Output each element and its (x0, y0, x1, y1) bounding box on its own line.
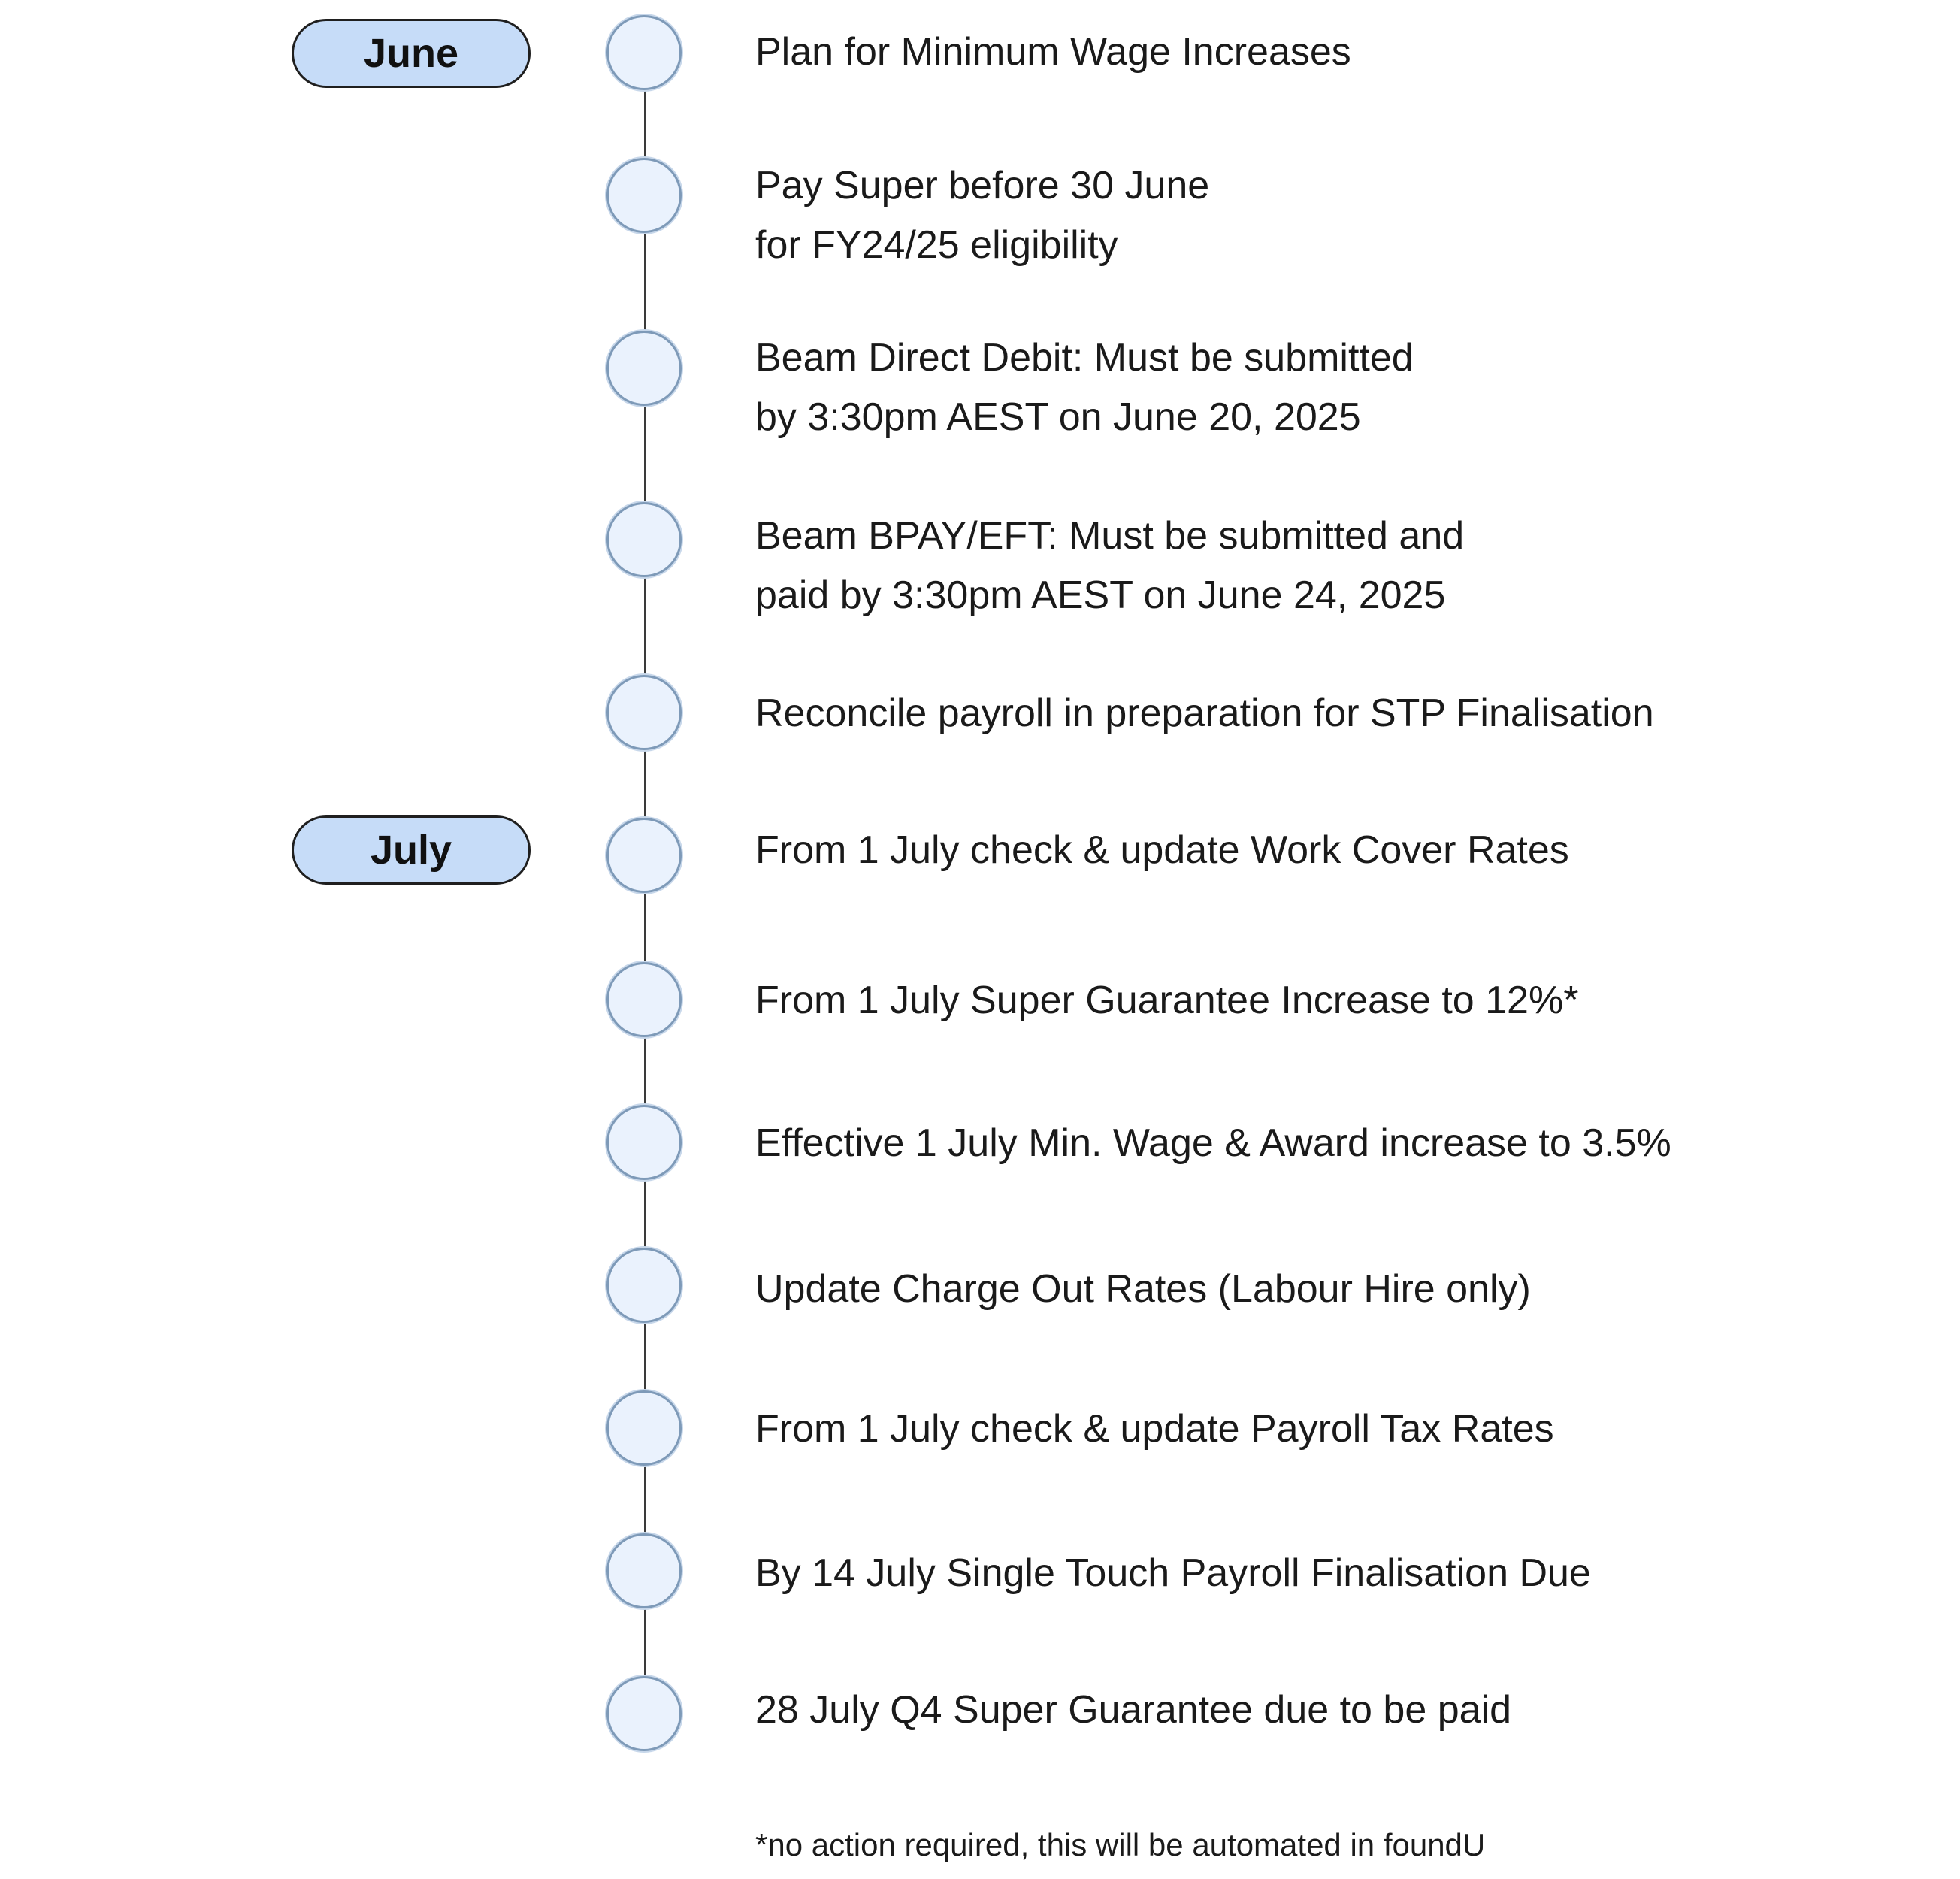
event-line: for FY24/25 eligibility (755, 223, 1118, 267)
event-text (755, 1114, 1943, 1173)
event-text (755, 23, 1943, 82)
event-line: From 1 July check & update Work Cover Rates (755, 828, 1569, 872)
event-line: From 1 July check & update Payroll Tax Rates (755, 1407, 1554, 1451)
month-label-june: June (292, 19, 531, 88)
timeline-node (606, 1105, 682, 1180)
event-text (755, 1544, 1943, 1603)
event-text (755, 971, 1943, 1030)
event-line: Beam Direct Debit: Must be submitted (755, 336, 1414, 380)
event-line: Beam BPAY/EFT: Must be submitted and (755, 514, 1465, 558)
event-line: paid by 3:30pm AEST on June 24, 2025 (755, 573, 1446, 617)
event-text (755, 1399, 1943, 1459)
event-text (755, 1681, 1943, 1740)
event-line: Pay Super before 30 June (755, 164, 1210, 207)
event-text (755, 684, 1943, 743)
timeline-node (606, 818, 682, 893)
event-line: Plan for Minimum Wage Increases (755, 30, 1351, 74)
timeline-node (606, 962, 682, 1037)
event-line: by 3:30pm AEST on June 20, 2025 (755, 395, 1361, 439)
event-line: Update Charge Out Rates (Labour Hire only) (755, 1267, 1531, 1311)
timeline-node (606, 1248, 682, 1323)
event-text (755, 1260, 1943, 1319)
timeline-node (606, 15, 682, 90)
event-line: By 14 July Single Touch Payroll Finalisation Due (755, 1551, 1591, 1595)
event-text (755, 507, 1943, 625)
timeline-node (606, 1533, 682, 1608)
timeline-node (606, 1390, 682, 1466)
timeline-node (606, 158, 682, 233)
event-text (755, 328, 1943, 447)
footnote: *no action required, this will be automated in foundU (755, 1827, 1486, 1862)
event-line: 28 July Q4 Super Guarantee due to be paid (755, 1688, 1512, 1732)
event-text (755, 156, 1943, 275)
timeline-node (606, 502, 682, 577)
event-line: Reconcile payroll in preparation for STP Finalisation (755, 691, 1654, 735)
month-label-july: July (292, 815, 531, 885)
event-line: From 1 July Super Guarantee Increase to 12%* (755, 979, 1579, 1022)
timeline-node (606, 675, 682, 750)
timeline-node (606, 1676, 682, 1751)
timeline-node (606, 331, 682, 406)
event-text (755, 821, 1943, 880)
event-line: Effective 1 July Min. Wage & Award increase to 3.5% (755, 1121, 1671, 1165)
